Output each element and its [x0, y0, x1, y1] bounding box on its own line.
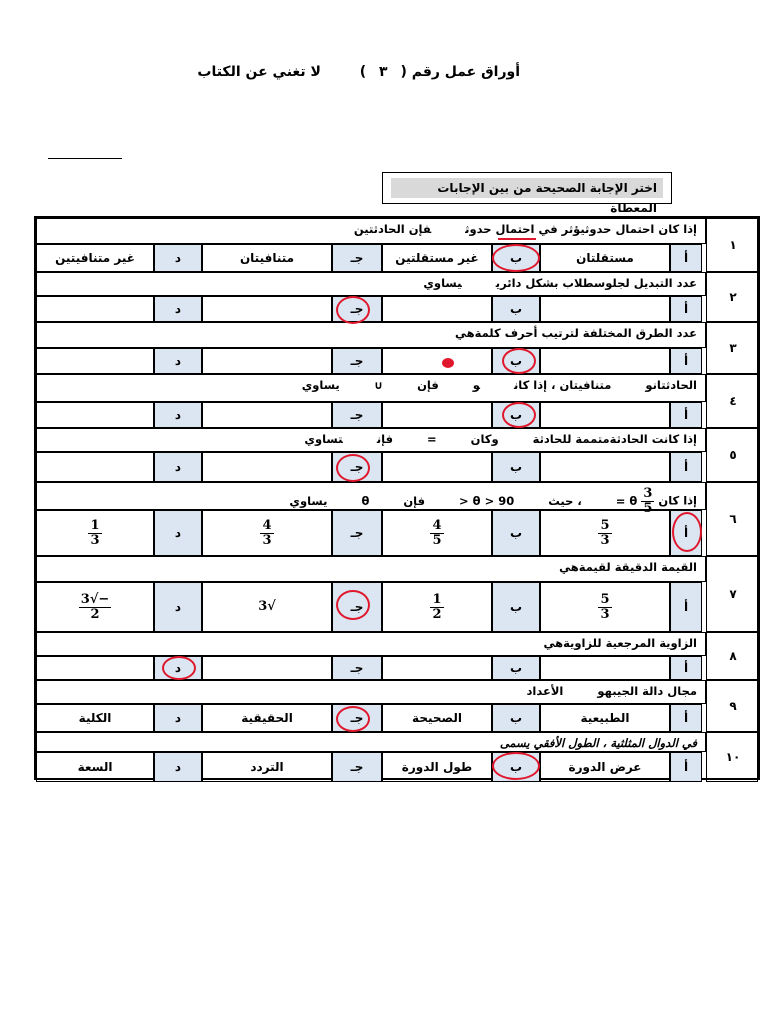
option-letter-b[interactable]: ب	[492, 452, 540, 482]
question-number: ٩	[729, 699, 737, 713]
question-part: فإن	[403, 493, 426, 508]
option-text-a[interactable]	[540, 582, 670, 632]
question-part: و	[645, 378, 653, 392]
option-letter-c[interactable]: جـ	[332, 510, 382, 556]
option-letter-c[interactable]: جـ	[332, 752, 382, 782]
question-text	[509, 636, 697, 650]
question-part: القيمة الدقيقة لقيمة	[578, 560, 697, 574]
option-fraction-numerator: 4	[262, 517, 272, 533]
option-letter-a[interactable]: أ	[670, 656, 702, 680]
option-text-c[interactable]	[202, 656, 332, 680]
answer-mark	[502, 348, 536, 374]
option-letter-b[interactable]: ب	[492, 704, 540, 732]
question-table	[34, 216, 760, 780]
option-letter-b[interactable]: ب	[492, 752, 540, 782]
answer-mark	[492, 244, 540, 272]
option-text-b[interactable]	[382, 452, 492, 482]
option-text-c[interactable]	[202, 348, 332, 374]
option-text-b[interactable]	[382, 510, 492, 556]
option-letter-c[interactable]: جـ	[332, 348, 382, 374]
option-letter-d[interactable]: د	[154, 296, 202, 322]
question-part: θ =	[615, 493, 638, 508]
question-part: الزاوية المرجعية للزاوية	[563, 636, 697, 650]
option-fraction-numerator: −√3	[80, 591, 110, 607]
option-letter-d[interactable]: د	[154, 752, 202, 782]
option-text-d[interactable]	[36, 656, 154, 680]
option-fraction-denominator: 3	[600, 532, 610, 548]
option-text-a[interactable]: مستقلتان	[540, 244, 670, 272]
option-letter-c[interactable]: جـ	[332, 296, 382, 322]
option-letter-a[interactable]: أ	[670, 452, 702, 482]
option-text-d[interactable]	[36, 452, 154, 482]
question-part: فإن الحادثتين	[353, 222, 432, 236]
answer-mark	[336, 590, 370, 620]
option-letter-a[interactable]: أ	[670, 348, 702, 374]
question-number-cell	[706, 680, 758, 732]
option-letter-c[interactable]: جـ	[332, 402, 382, 428]
option-fraction	[258, 600, 276, 614]
option-text-d[interactable]	[36, 402, 154, 428]
question-part: ، حيث	[548, 493, 582, 508]
option-text-a[interactable]	[540, 452, 670, 482]
question-part: θ	[361, 493, 370, 508]
question-number-cell	[706, 632, 758, 680]
answer-mark	[672, 512, 702, 552]
option-text-a[interactable]	[540, 296, 670, 322]
question-fraction-numerator: 3	[643, 486, 653, 501]
option-letter-a[interactable]: أ	[670, 510, 702, 556]
question-part: وكان	[470, 432, 499, 446]
question-number: ١٠	[725, 750, 741, 764]
option-fraction	[88, 519, 101, 548]
option-text-a[interactable]	[540, 656, 670, 680]
name-underline	[48, 158, 122, 159]
option-text-c[interactable]: متنافيتان	[202, 244, 332, 272]
option-letter-b[interactable]: ب	[492, 296, 540, 322]
question-fraction-denominator: 5	[643, 501, 653, 516]
question-number: ٨	[729, 649, 737, 663]
option-letter-c[interactable]: جـ	[332, 452, 382, 482]
question-part: يساوي	[301, 378, 340, 392]
question-number: ٢	[729, 290, 737, 304]
answer-mark	[162, 656, 196, 680]
option-letter-c[interactable]: جـ	[332, 582, 382, 632]
option-text-c[interactable]	[202, 510, 332, 556]
question-text	[493, 684, 697, 698]
option-letter-c[interactable]: جـ	[332, 244, 382, 272]
option-text-d[interactable]: الكلية	[36, 704, 154, 732]
question-part: متنافيتان ، إذا كان	[513, 378, 612, 392]
option-fraction	[430, 593, 443, 622]
option-text-d[interactable]	[36, 348, 154, 374]
question-number: ٥	[729, 448, 737, 462]
question-text	[421, 326, 697, 340]
worksheet-title: أوراق عمل رقم ( ٣ ) لا تغني عن الكتاب	[197, 64, 520, 80]
answer-mark	[336, 706, 370, 732]
option-letter-c[interactable]: جـ	[332, 656, 382, 680]
question-number-cell	[706, 556, 758, 632]
question-number: ١	[729, 238, 737, 252]
option-text-b[interactable]: طول الدورة	[382, 752, 492, 782]
ink-underline	[498, 238, 536, 240]
option-text-c[interactable]: الحقيقية	[202, 704, 332, 732]
question-part: 90 < θ <	[459, 493, 515, 508]
option-text-d[interactable]	[36, 296, 154, 322]
question-number-cell	[706, 374, 758, 428]
option-letter-b[interactable]: ب	[492, 582, 540, 632]
question-part: هي	[559, 560, 579, 574]
option-text-a[interactable]	[540, 348, 670, 374]
option-letter-b[interactable]: ب	[492, 244, 540, 272]
option-letter-b[interactable]: ب	[492, 510, 540, 556]
question-part: طلاب بشكل دائري	[495, 276, 594, 290]
question-part: ∪	[373, 378, 384, 392]
option-text-b[interactable]	[382, 296, 492, 322]
option-text-b[interactable]: غير مستقلتين	[382, 244, 492, 272]
question-part: =	[426, 432, 437, 446]
question-part: عدد الطرق المختلفة لترتيب أحرف كلمة	[474, 326, 697, 340]
question-text-cell	[36, 374, 706, 402]
question-text	[270, 432, 697, 446]
option-letter-b[interactable]: ب	[492, 402, 540, 428]
question-text-cell	[36, 322, 706, 348]
answer-mark	[336, 454, 370, 482]
question-text-cell	[36, 482, 706, 516]
option-letter-d[interactable]: د	[154, 510, 202, 556]
option-text-a[interactable]	[540, 510, 670, 556]
option-fraction	[598, 519, 611, 548]
option-fraction	[430, 519, 443, 548]
question-text-cell	[36, 632, 706, 656]
question-number-cell	[706, 322, 758, 374]
question-part: إذا كان احتمال حدوث	[585, 222, 697, 236]
option-letter-a[interactable]: أ	[670, 402, 702, 428]
option-fraction-denominator: 5	[432, 532, 442, 548]
option-fraction	[598, 593, 611, 622]
option-text-c[interactable]: التردد	[202, 752, 332, 782]
question-text-cell	[36, 272, 706, 296]
question-part: إذا كانت الحادثة	[609, 432, 697, 446]
option-letter-a[interactable]: أ	[670, 752, 702, 782]
question-part: هي	[455, 326, 475, 340]
option-fraction-denominator: 3	[90, 532, 100, 548]
option-fraction-denominator: 2	[90, 606, 100, 622]
option-text-c[interactable]	[202, 402, 332, 428]
option-letter-a[interactable]: أ	[670, 244, 702, 272]
option-fraction-numerator: 5	[600, 517, 610, 533]
option-text-c[interactable]	[202, 452, 332, 482]
answer-mark	[502, 402, 536, 428]
question-number-cell	[706, 482, 758, 556]
option-letter-d[interactable]: د	[154, 244, 202, 272]
option-text-b[interactable]: الصحيحة	[382, 704, 492, 732]
question-part: هي	[543, 636, 564, 650]
option-letter-d[interactable]: د	[154, 656, 202, 680]
question-text-cell	[36, 732, 706, 752]
question-part: يساوي	[423, 276, 462, 290]
question-text-cell	[36, 428, 706, 452]
option-text-a[interactable]: عرض الدورة	[540, 752, 670, 782]
option-text-a[interactable]	[540, 402, 670, 428]
option-fraction	[79, 593, 111, 622]
question-text	[268, 378, 697, 392]
option-letter-a[interactable]: أ	[670, 704, 702, 732]
question-part: و	[472, 378, 480, 392]
question-part: عدد التبديل لجلوس	[593, 276, 697, 290]
option-letter-d[interactable]: د	[154, 452, 202, 482]
answer-mark	[492, 752, 540, 780]
question-part: يساوي	[289, 493, 328, 508]
instruction-box	[382, 172, 672, 215]
question-part: مجال دالة الجيب	[612, 684, 697, 698]
option-letter-d[interactable]: د	[154, 402, 202, 428]
option-text-c[interactable]	[202, 296, 332, 322]
option-letter-d[interactable]: د	[154, 348, 202, 374]
question-text	[525, 560, 697, 574]
option-letter-d[interactable]: د	[154, 582, 202, 632]
question-part: في الدوال المثلثية ، الطول الأفقي يسمى	[499, 736, 697, 750]
question-part: هو	[597, 684, 613, 698]
question-text	[389, 276, 697, 290]
answer-mark	[336, 296, 370, 324]
question-part: الحادثتان	[652, 378, 697, 392]
option-text-a[interactable]: الطبيعية	[540, 704, 670, 732]
option-text-d[interactable]: السعة	[36, 752, 154, 782]
question-number-cell	[706, 272, 758, 322]
question-number-cell	[706, 732, 758, 782]
option-fraction-numerator: √3	[258, 599, 276, 614]
instruction-text: اختر الإجابة الصحيحة من بين الإجابات المعطاة	[391, 178, 663, 198]
question-part: فإن	[376, 432, 393, 446]
question-number: ٧	[729, 587, 737, 601]
question-part: إذا كان	[658, 493, 697, 508]
question-text-cell	[36, 218, 706, 244]
option-fraction-numerator: 1	[432, 591, 442, 607]
question-text-cell	[36, 556, 706, 582]
option-letter-b[interactable]: ب	[492, 348, 540, 374]
question-number: ٤	[729, 394, 737, 408]
option-text-c[interactable]	[202, 582, 332, 632]
ink-scribble	[442, 358, 454, 368]
option-fraction-denominator: 3	[600, 606, 610, 622]
question-part: تساوي	[304, 432, 343, 446]
option-letter-a[interactable]: أ	[670, 296, 702, 322]
option-fraction-numerator: 1	[90, 517, 100, 533]
option-text-d[interactable]	[36, 510, 154, 556]
question-text	[320, 222, 697, 236]
question-part: الأعداد	[526, 684, 564, 698]
option-text-d[interactable]	[36, 582, 154, 632]
option-text-d[interactable]: غير متنافيتين	[36, 244, 154, 272]
question-number-cell	[706, 428, 758, 482]
option-letter-c[interactable]: جـ	[332, 704, 382, 732]
option-fraction	[260, 519, 273, 548]
option-fraction-numerator: 5	[600, 591, 610, 607]
question-number: ٦	[729, 512, 737, 526]
option-text-b[interactable]	[382, 348, 492, 374]
question-text-cell	[36, 680, 706, 704]
option-letter-d[interactable]: د	[154, 704, 202, 732]
question-text	[500, 736, 697, 750]
option-text-b[interactable]	[382, 582, 492, 632]
question-part: متممة للحادثة	[532, 432, 610, 446]
option-fraction-numerator: 4	[432, 517, 442, 533]
option-letter-a[interactable]: أ	[670, 582, 702, 632]
question-part: فإن	[417, 378, 439, 392]
option-fraction-denominator: 3	[262, 532, 272, 548]
option-letter-b[interactable]: ب	[492, 656, 540, 680]
question-number: ٣	[729, 341, 737, 355]
option-fraction-denominator: 2	[432, 606, 442, 622]
question-number-cell	[706, 218, 758, 272]
question-part: يؤثر في احتمال حدوث	[465, 222, 586, 236]
option-text-b[interactable]	[382, 402, 492, 428]
option-text-b[interactable]	[382, 656, 492, 680]
